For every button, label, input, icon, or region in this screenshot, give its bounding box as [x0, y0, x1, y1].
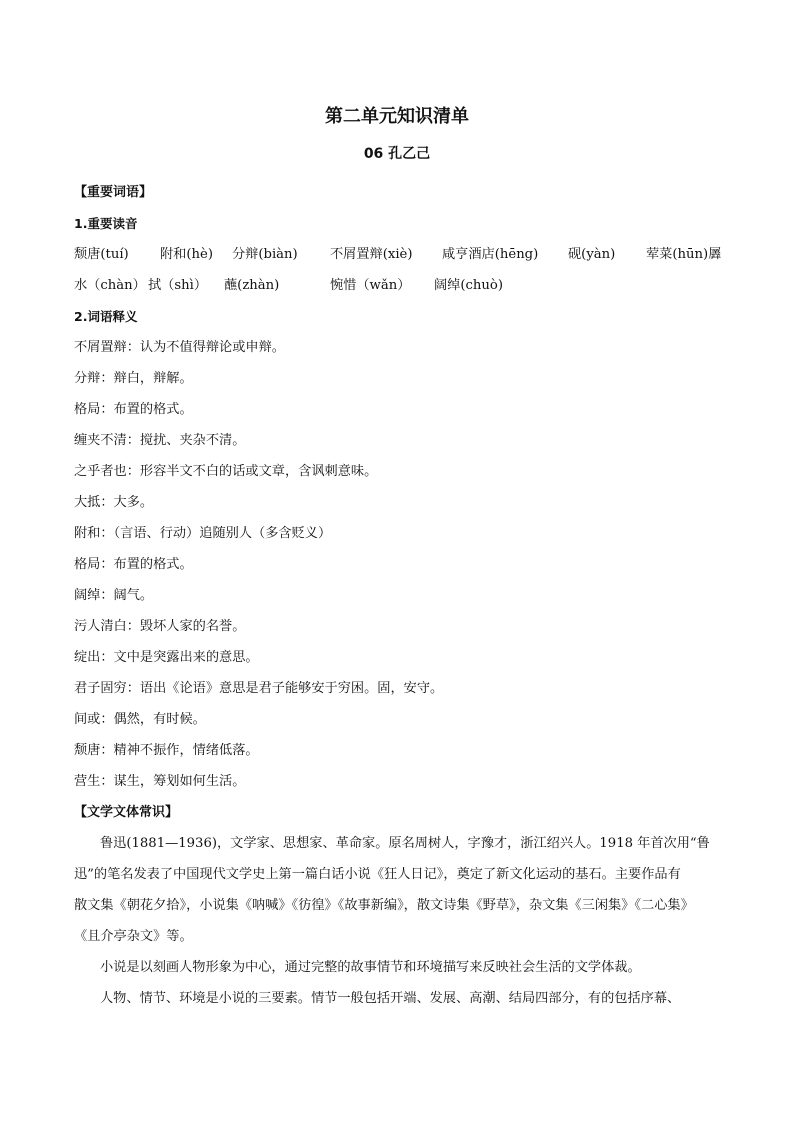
- definition-line: 颓唐：精神不振作，情绪低落。: [74, 743, 259, 758]
- definition-line: 污人清白：毁坏人家的名誉。: [74, 619, 246, 634]
- paragraph-line: 鲁迅(1881—1936)，文学家、思想家、革命家。原名周树人，字豫才，浙江绍兴人。1918 年首次用“鲁: [100, 836, 710, 851]
- paragraph-line: 小说是以刻画人物形象为中心，通过完整的故事情节和环境描写来反映社会生活的文学体裁。: [100, 960, 641, 975]
- definition-line: 间或：偶然，有时候。: [74, 712, 206, 727]
- pronunciation-item: 荤菜(hūn)羼: [646, 247, 722, 262]
- definition-line: 格局：布置的格式。: [74, 402, 193, 417]
- pronunciation-item: 砚(yàn): [568, 247, 616, 262]
- definition-line: 营生：谋生，筹划如何生活。: [74, 774, 246, 789]
- pronunciation-item: 蘸(zhàn): [224, 278, 280, 293]
- definition-line: 缠夹不清：搅扰、夹杂不清。: [74, 433, 246, 448]
- definition-line: 阔绰：阔气。: [74, 588, 154, 603]
- pronunciation-item: 水（chàn）: [74, 278, 146, 293]
- pronunciation-row-1: [74, 239, 744, 270]
- pronunciation-item: 附和(hè): [160, 247, 213, 262]
- definition-line: 不屑置辩：认为不值得辩论或申辩。: [74, 340, 285, 355]
- definition-line: 绽出：文中是突露出来的意思。: [74, 650, 259, 665]
- definition-line: 君子固穷：语出《论语》意思是君子能够安于穷困。固，安守。: [74, 681, 444, 696]
- pronunciation-item: 咸亨酒店(hēng): [442, 247, 539, 262]
- subheading-meaning: 2.词语释义: [74, 309, 138, 324]
- definition-line: 大抵：大多。: [74, 495, 154, 510]
- definition-line: 格局：布置的格式。: [74, 557, 193, 572]
- paragraph-line: 《且介亭杂文》等。: [74, 929, 193, 944]
- pronunciation-item: 惋惜（wǎn）: [330, 278, 411, 293]
- pronunciation-item: 不屑置辩(xiè): [330, 247, 413, 262]
- paragraph-line: 人物、情节、环境是小说的三要素。情节一般包括开端、发展、高潮、结局四部分，有的包括序幕、: [100, 991, 681, 1006]
- definition-line: 分辩：辩白，辩解。: [74, 371, 193, 386]
- definition-line: 附和：（言语、行动）追随别人（多含贬义）: [74, 526, 332, 541]
- definition-line: 之乎者也：形容半文不白的话或文章，含讽刺意味。: [74, 464, 378, 479]
- paragraph-line: 迅”的笔名发表了中国现代文学史上第一篇白话小说《狂人日记》，奠定了新文化运动的基石。主要作品有: [74, 867, 681, 882]
- pronunciation-row-2: [74, 270, 744, 301]
- pronunciation-item: 颓唐(tuí): [74, 247, 129, 262]
- pronunciation-item: 分辩(biàn): [232, 247, 298, 262]
- section-heading-vocab: 【重要词语】: [74, 185, 153, 200]
- paragraph-line: 散文集《朝花夕拾》，小说集《呐喊》《彷徨》《故事新编》，散文诗集《野草》，杂文集《三闲集》《二心集》: [74, 898, 694, 913]
- pronunciation-item: 阔绰(chuò): [434, 278, 503, 293]
- subheading-pronunciation: 1.重要读音: [74, 216, 138, 231]
- page-title: 第二单元知识清单: [325, 106, 469, 127]
- page-subtitle: 06 孔乙己: [363, 146, 431, 162]
- document-body: [74, 177, 744, 1014]
- pronunciation-item: 拭（shì）: [148, 278, 208, 293]
- section-heading-literature: 【文学文体常识】: [74, 805, 179, 820]
